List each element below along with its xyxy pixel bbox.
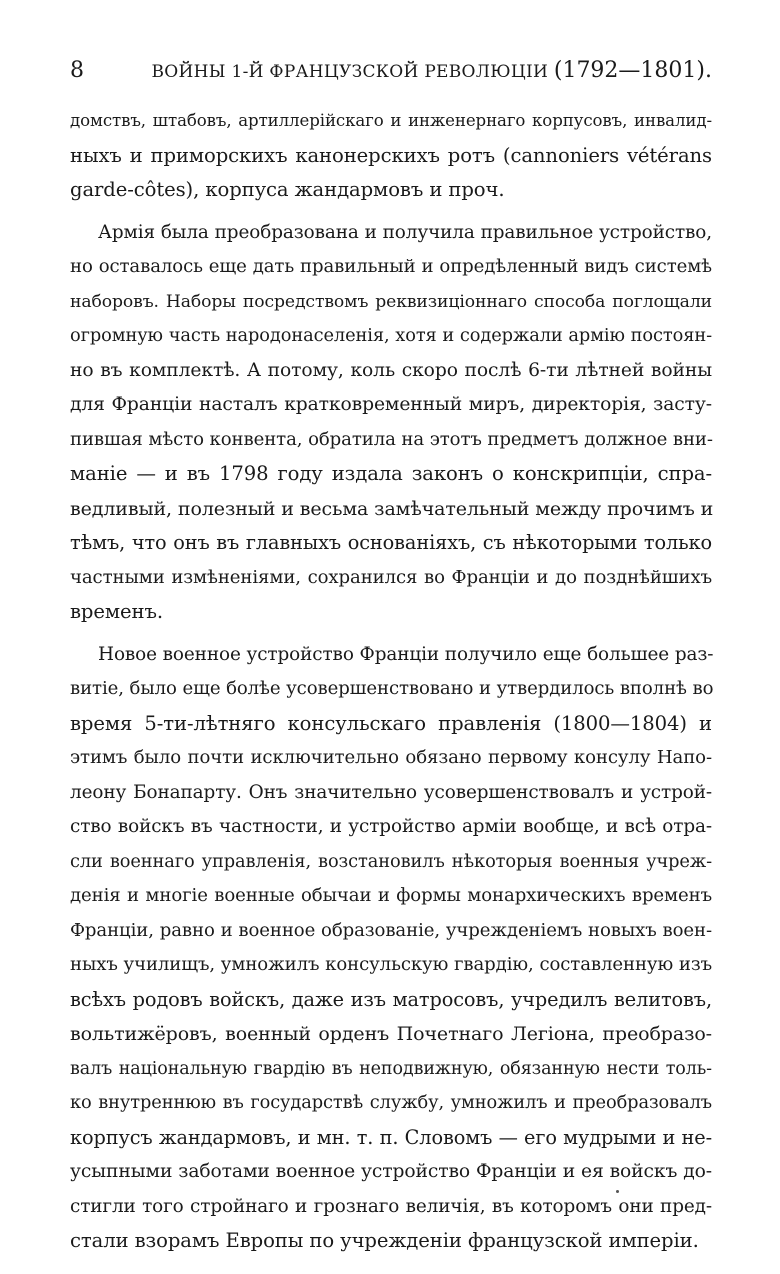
running-title-years: (1792—1801). [553,58,712,83]
text-line: всѣхъ родовъ войскъ, даже изъ матросовъ, учредилъ велитовъ, [70,987,712,1011]
text-line: Франціи, равно и военное образованіе, учрежденіемъ новыхъ воен- [70,919,712,941]
text-line: леону Бонапарту. Онъ значительно усовершенствовалъ и устрой- [70,781,712,803]
text-line: усыпными заботами военное устройство Франціи и ея войскъ до- [70,1161,712,1182]
text-line: ведливый, полезный и весьма замѣчательный между прочимъ и [70,497,714,520]
body-text [70,104,712,1259]
text-line: валъ національную гвардію въ неподвижную, обязанную нести толь- [70,1058,712,1079]
text-line: вольтижёровъ, военный орденъ Почетнаго Легіона, преобразо- [70,1023,712,1045]
text-line: корпусъ жандармовъ, и мн. т. п. Словомъ — его мудрыми и не- [70,1125,712,1149]
text-line: но оставалось еще дать правильный и опредѣленный видъ системѣ [70,256,712,277]
text-line: ныхъ и приморскихъ канонерскихъ ротъ (cannoniers vétérans [70,143,712,167]
text-line: Новое военное устройство Франціи получило еще большее раз- [98,643,714,665]
text-line: маніе — и въ 1798 году издала законъ о конскрипціи, спра- [70,462,712,485]
paragraph-3 [70,638,712,1259]
paragraph-1 [70,104,712,208]
text-line: ко внутреннюю въ государствѣ службу, умножилъ и преобразовалъ [70,1092,712,1113]
text-line: временъ. [70,600,163,623]
text-line: домствъ, штабовъ, артиллерійскаго и инженернаго корпусовъ, инвалид- [70,111,712,130]
text-line: денія и многіе военные обычаи и формы монархическихъ временъ [70,885,712,906]
text-line: пившая мѣсто конвента, обратила на этотъ предметъ должное вни- [70,428,713,450]
running-title-text: ВОЙНЫ 1-Й ФРАНЦУЗСКОЙ РЕВОЛЮЦІИ [151,62,549,82]
text-line: тѣмъ, что онъ въ главныхъ основаніяхъ, съ нѣкоторыми только [70,531,712,554]
text-line: время 5-ти-лѣтняго консульскаго правленія (1800—1804) и [70,711,712,735]
page-number: 8 [70,58,84,83]
text-line: огромную часть народонаселенія, хотя и содержали армію постоян- [70,325,712,346]
text-line: сли военнаго управленія, возстановилъ нѣкоторыя военныя учреж- [70,850,712,872]
text-line: ство войскъ въ частности, и устройство арміи вообще, и всѣ отра- [70,816,712,837]
ink-speck [616,1190,619,1193]
text-line: этимъ было почти исключительно обязано первому консулу Напо- [70,747,712,768]
text-line: частными измѣненіями, сохранился во Франціи и до позднѣйшихъ [70,566,712,588]
text-line: для Франціи насталъ кратковременный миръ, директорія, засту- [70,394,712,415]
running-title [151,58,712,83]
text-line: стигли того стройнаго и грознаго величія, въ которомъ они пред- [70,1195,712,1217]
text-line: но въ комплектѣ. А потому, коль скоро послѣ 6-ти лѣтней войны [70,359,712,381]
text-line: витіе, было еще болѣе усовершенствовано и утвердилось вполнѣ во [70,678,714,699]
page-header [70,58,712,92]
text-line: ныхъ училищъ, умножилъ консульскую гвардію, составленную изъ [70,954,712,975]
text-line: Армія была преобразована и получила правильное устройство, [98,221,712,243]
text-line: стали взорамъ Европы по учрежденіи французской имперіи. [70,1229,699,1252]
text-line: garde-côtes), корпуса жандармовъ и проч. [70,178,505,201]
paragraph-2 [70,216,712,630]
text-line: наборовъ. Наборы посредствомъ реквизиціоннаго способа поглощали [70,291,712,312]
